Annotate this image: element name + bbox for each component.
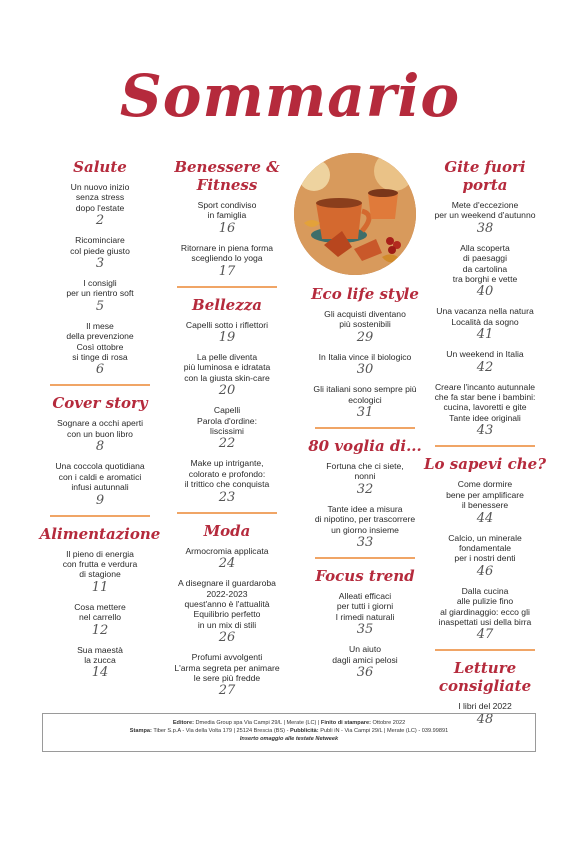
page-number: 46 xyxy=(476,563,494,579)
entry-title: Il mese della prevenzione Così ottobre si tinge di rosa xyxy=(66,320,134,363)
toc-entry[interactable] xyxy=(158,243,296,279)
toc-entry[interactable] xyxy=(420,306,550,342)
entry-title: Una vacanza nella natura Località da sogno xyxy=(436,306,534,327)
page-number: 36 xyxy=(356,665,374,681)
page-number: 44 xyxy=(476,510,494,526)
colophon-note: Inserto omaggio alle testate Netweek xyxy=(239,736,339,742)
page-title: Sommario xyxy=(119,62,461,130)
page-number: 12 xyxy=(91,622,109,638)
entry-title: La pelle diventa più luminosa e idratata con la giusta skin-care xyxy=(183,352,271,383)
entry-title: Una coccola quotidiana con i caldi e aromatici infusi autunnali xyxy=(55,461,145,493)
section-divider xyxy=(50,384,150,386)
page-number: 6 xyxy=(95,362,105,378)
page-number: 47 xyxy=(476,627,494,643)
entry-title: A disegnare il guardaroba 2022-2023 quest'anno è l'attualità Equilibrio perfetto in un mix di stili xyxy=(178,578,276,630)
page-number: 19 xyxy=(218,330,236,346)
section-heading: Gite fuori porta xyxy=(444,158,526,194)
entry-title: Un weekend in Italia xyxy=(446,349,524,360)
toc-entry[interactable] xyxy=(420,382,550,439)
toc-entry[interactable] xyxy=(298,644,432,680)
page-number: 33 xyxy=(356,535,374,551)
page-number: 29 xyxy=(356,329,374,345)
page-number: 26 xyxy=(218,630,236,646)
entry-title: Ricominciare col piede giusto xyxy=(70,235,130,256)
page-number: 24 xyxy=(218,556,236,572)
toc-entry[interactable] xyxy=(420,586,550,643)
section-heading: Letture consigliate xyxy=(438,659,532,696)
entry-title: Alla scoperta di paesaggi da cartolina tra borghi e vette xyxy=(452,242,518,285)
page-number: 32 xyxy=(356,481,374,497)
entry-title: Fortuna che ci siete, nonni xyxy=(326,461,404,482)
section-heading: Bellezza xyxy=(192,295,262,314)
page-number: 40 xyxy=(476,284,494,300)
entry-title: Come dormire bene per amplificare il benessere xyxy=(446,479,524,511)
section-divider xyxy=(177,512,277,514)
section-heading: Focus trend xyxy=(315,567,415,586)
toc-entry[interactable] xyxy=(298,352,432,377)
entry-title: Un nuovo inizio senza stress dopo l'estate xyxy=(70,182,130,213)
page-number: 20 xyxy=(218,383,236,399)
column-3 xyxy=(298,285,432,687)
printed-label: Finito di stampare: xyxy=(320,720,371,726)
toc-entry[interactable] xyxy=(35,549,165,595)
toc-entry[interactable] xyxy=(420,200,550,236)
toc-entry[interactable] xyxy=(35,321,165,378)
page-number: 16 xyxy=(218,220,236,236)
page-number: 9 xyxy=(95,492,105,508)
section-heading: Lo sapevi che? xyxy=(424,455,546,474)
toc-entry[interactable] xyxy=(158,405,296,451)
entry-title: Calcio, un minerale fondamentale per i nostri denti xyxy=(448,532,522,564)
page-number: 14 xyxy=(91,665,109,681)
page-number: 31 xyxy=(356,405,374,421)
editor-label: Editore: xyxy=(172,720,194,726)
entry-title: Creare l'incanto autunnale che fa star bene i bambini: cucina, lavoretti e gite Tante idee originali xyxy=(434,381,536,423)
ads-value: Publi iN - Via Campi 29/L | Merate (LC) - 039.99891 xyxy=(320,728,449,734)
page-number: 11 xyxy=(91,579,109,595)
toc-entry[interactable] xyxy=(158,652,296,698)
section-heading: Benessere & Fitness xyxy=(174,158,280,194)
section-divider xyxy=(435,445,535,447)
entry-title: Il pieno di energia con frutta e verdura di stagione xyxy=(62,548,138,580)
toc-entry[interactable] xyxy=(158,352,296,398)
toc-entry[interactable] xyxy=(298,309,432,345)
section-heading: Salute xyxy=(73,158,127,176)
page-number: 2 xyxy=(95,213,105,229)
page-number: 17 xyxy=(218,263,236,279)
autumn-teacups-photo xyxy=(294,153,416,275)
page-number: 43 xyxy=(476,423,494,439)
toc-entry[interactable] xyxy=(35,235,165,271)
toc-entry[interactable] xyxy=(158,320,296,345)
entry-title: Tante idee a misura di nipotino, per trascorrere un giorno insieme xyxy=(314,503,416,535)
page-number: 3 xyxy=(95,256,105,272)
page-number: 42 xyxy=(476,359,494,375)
toc-entry[interactable] xyxy=(420,243,550,300)
toc-entry[interactable] xyxy=(298,384,432,420)
section-divider xyxy=(315,427,415,429)
column-4 xyxy=(420,158,550,734)
section-heading: Cover story xyxy=(52,394,148,413)
toc-entry[interactable] xyxy=(35,182,165,228)
section-heading: 80 voglia di... xyxy=(308,437,422,456)
entry-title: Un aiuto dagli amici pelosi xyxy=(332,644,398,665)
entry-title: Sport condiviso in famiglia xyxy=(197,200,257,221)
page-number: 8 xyxy=(95,439,105,455)
toc-entry[interactable] xyxy=(298,504,432,550)
section-heading: Eco life style xyxy=(311,285,419,303)
entry-title: I libri del 2022 xyxy=(458,701,512,712)
page-number: 23 xyxy=(218,489,236,505)
entry-title: Armocromia applicata xyxy=(185,545,269,556)
entry-title: I consigli per un rientro soft xyxy=(66,278,134,299)
toc-entry[interactable] xyxy=(35,278,165,314)
entry-title: Gli italiani sono sempre più ecologici xyxy=(313,384,417,405)
colophon-line-2: Stampa: Tiber S.p.A - Via della Volta 179 | 25124 Brescia (BS) - Pubblicità: Publi iN - Via Campi 29/L | Merate (LC) - 039.99891 xyxy=(129,728,449,734)
entry-title: Sognare a occhi aperti con un buon libro xyxy=(57,418,143,439)
entry-title: Mete d'eccezione per un weekend d'autunno xyxy=(434,200,536,221)
toc-entry[interactable] xyxy=(158,546,296,571)
toc-entry[interactable] xyxy=(158,578,296,645)
toc-entry[interactable] xyxy=(158,458,296,504)
entry-title: In Italia vince il biologico xyxy=(318,351,412,362)
toc-entry[interactable] xyxy=(420,479,550,525)
entry-title: Alleati efficaci per tutti i giorni I rimedi naturali xyxy=(335,591,395,622)
toc-entry[interactable] xyxy=(35,418,165,454)
page-number: 41 xyxy=(476,327,494,343)
editor-value: Dmedia Group spa Via Campi 29/L | Merate (LC) xyxy=(195,720,317,726)
printed-value: Ottobre 2022 xyxy=(372,720,406,726)
print-label: Stampa: xyxy=(129,728,152,734)
section-divider xyxy=(315,557,415,559)
column-1 xyxy=(35,158,165,687)
entry-title: Gli acquisti diventano più sostenibili xyxy=(324,309,406,330)
entry-title: Profumi avvolgenti L'arma segreta per animare le sere più fredde xyxy=(174,652,280,683)
toc-entry[interactable] xyxy=(35,602,165,638)
colophon-line-1: Editore: Dmedia Group spa Via Campi 29/L | Merate (LC) | Finito di stampare: Ottobre 2022 xyxy=(172,720,406,726)
toc-entry[interactable] xyxy=(35,645,165,681)
page-number: 22 xyxy=(218,436,236,452)
column-2 xyxy=(158,158,296,705)
print-value: Tiber S.p.A - Via della Volta 179 | 25124 Brescia (BS) xyxy=(153,728,286,734)
section-heading: Moda xyxy=(203,521,251,540)
entry-title: Sua maestà la zucca xyxy=(77,644,123,665)
page-number: 5 xyxy=(95,298,105,314)
page-number: 38 xyxy=(476,220,494,236)
page-number: 27 xyxy=(218,683,236,699)
entry-title: Make up intrigante, colorato e profondo: il trittico che conquista xyxy=(184,458,270,490)
entry-title: Capelli sotto i riflettori xyxy=(185,319,269,330)
page-number: 35 xyxy=(356,622,374,638)
ads-label: Pubblicità: xyxy=(290,728,319,734)
toc-entry[interactable] xyxy=(158,200,296,236)
toc-entry[interactable] xyxy=(35,461,165,507)
toc-entry[interactable] xyxy=(298,591,432,637)
colophon-box xyxy=(42,713,536,752)
entry-title: Dalla cucina alle pulizie fino al giardinaggio: ecco gli inaspettati usi della birra xyxy=(438,585,532,627)
page-number: 48 xyxy=(476,711,494,727)
toc-entry[interactable] xyxy=(420,349,550,374)
entry-title: Capelli Parola d'ordine: liscissimi xyxy=(197,405,257,437)
entry-title: Ritornare in piena forma scegliendo lo yoga xyxy=(180,242,274,264)
section-divider xyxy=(177,286,277,288)
toc-entry[interactable] xyxy=(298,461,432,497)
section-divider xyxy=(435,649,535,651)
toc-entry[interactable] xyxy=(420,533,550,579)
entry-title: Cosa mettere nel carrello xyxy=(74,601,126,623)
page-number: 30 xyxy=(356,362,374,378)
section-heading: Alimentazione xyxy=(39,524,161,543)
section-divider xyxy=(50,515,150,517)
